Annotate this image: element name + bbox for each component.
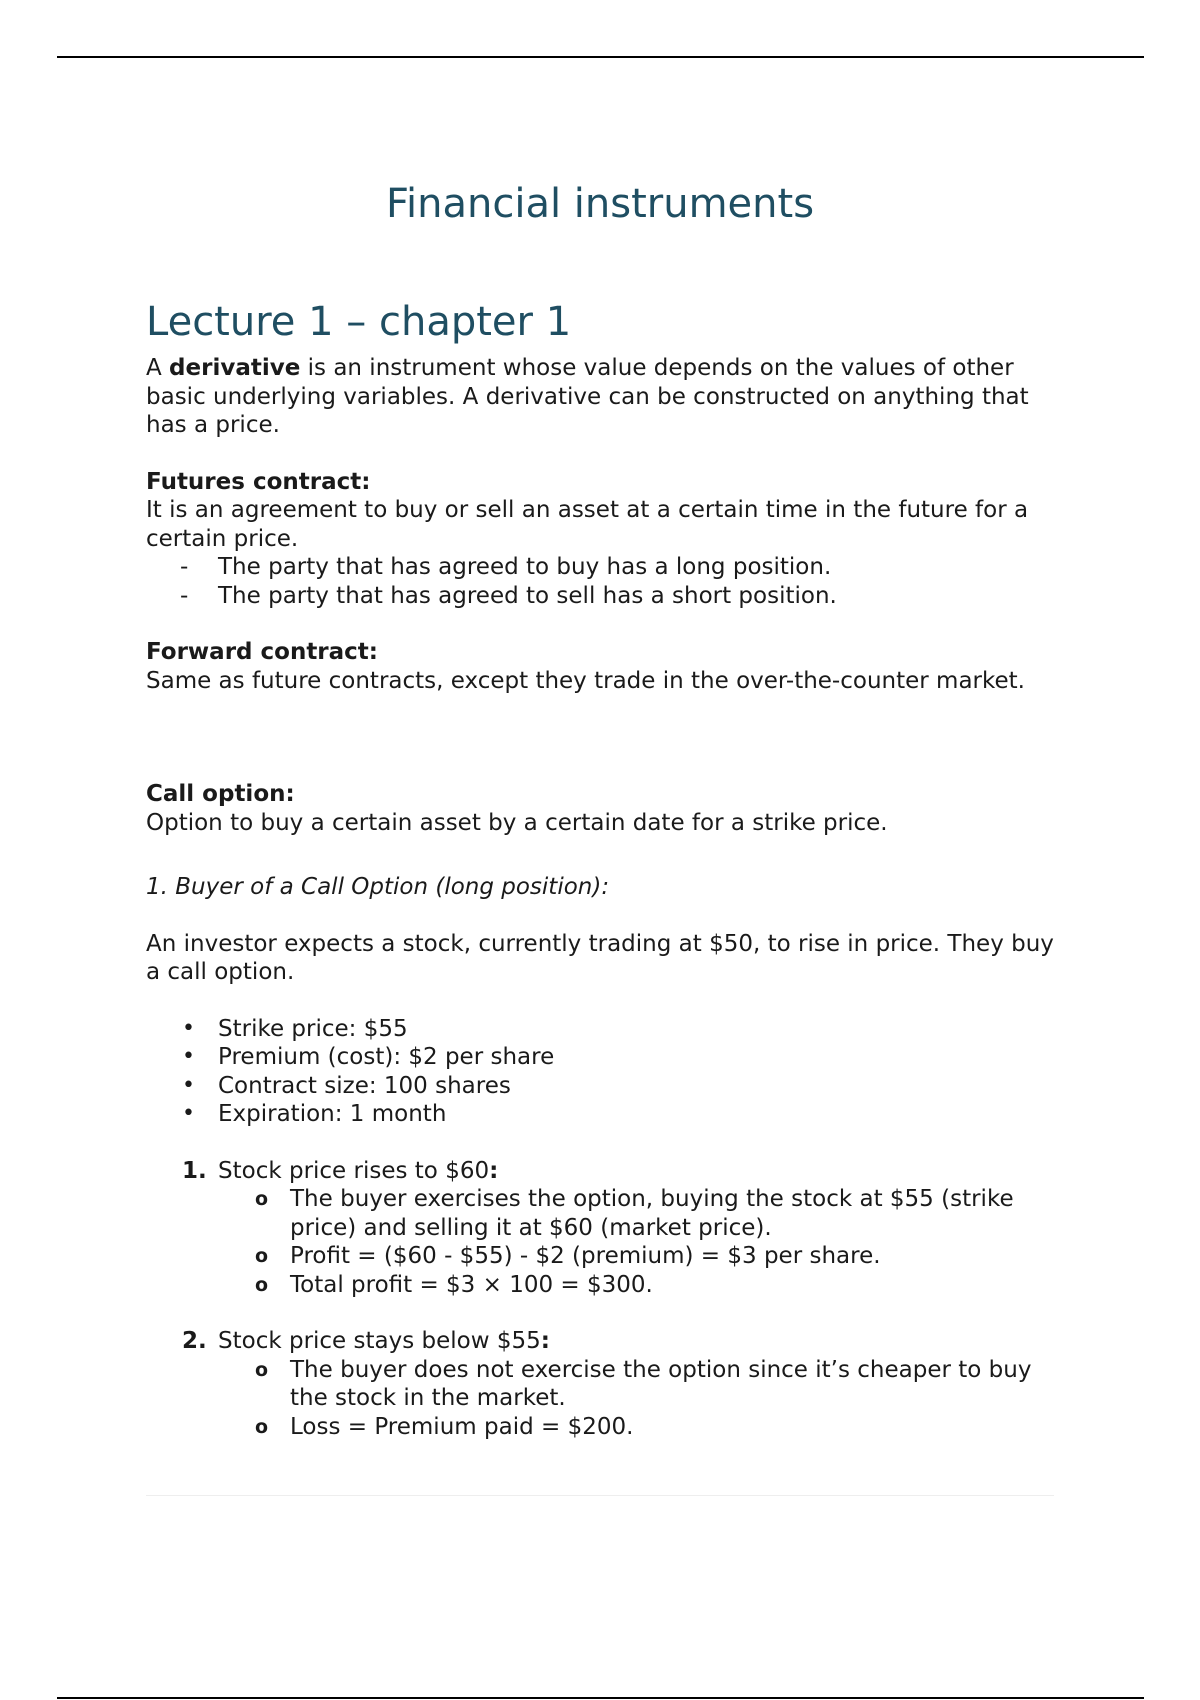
circle-marker: o xyxy=(255,1273,269,1296)
circle-marker: o xyxy=(255,1245,269,1267)
outcome-colon: : xyxy=(489,1157,499,1184)
list-item-text: Strike price: $55 xyxy=(218,1015,408,1042)
list-item xyxy=(218,1242,1066,1271)
document-body xyxy=(146,298,1066,1441)
scenario-text: An investor expects a stock, currently trading at $50, to rise in price. They buy a call option. xyxy=(146,930,1054,985)
dash-marker: - xyxy=(180,582,189,609)
circle-marker: o xyxy=(255,1188,269,1210)
derivative-term: derivative xyxy=(169,355,301,381)
outcome-title: Stock price stays below $55 xyxy=(218,1328,541,1354)
circle-marker: o xyxy=(255,1358,269,1381)
call-text: Option to buy a certain asset by a certain date for a strike price. xyxy=(146,809,888,836)
intro-rest: is an instrument whose value depends on the values of other basic underlying variables. A derivative can be constructed on anything that has a price. xyxy=(146,355,1029,438)
list-item-text: The party that has agreed to buy has a long position. xyxy=(218,554,832,580)
list-item-text: The party that has agreed to sell has a short position. xyxy=(218,582,837,609)
outcome-title: Stock price rises to $60 xyxy=(218,1157,490,1184)
list-item-text: Premium (cost): $2 per share xyxy=(218,1044,555,1070)
circle-marker: o xyxy=(255,1415,269,1438)
outcome-item xyxy=(146,1327,1066,1441)
list-item xyxy=(218,1356,1066,1413)
list-item-text: Loss = Premium paid = $200. xyxy=(290,1413,634,1440)
outcome-item xyxy=(146,1157,1066,1300)
list-item xyxy=(146,1015,1066,1044)
list-item-text: Total profit = $3 × 100 = $300. xyxy=(290,1271,653,1298)
futures-text: It is an agreement to buy or sell an asset at a certain time in the future for a certain price. xyxy=(146,497,1029,552)
list-item-text: The buyer does not exercise the option since it’s cheaper to buy the stock in the market. xyxy=(290,1356,1032,1411)
bullet-marker: • xyxy=(182,1072,195,1098)
list-item-text: Profit = ($60 - $55) - $2 (premium) = $3 per share. xyxy=(290,1243,881,1269)
outcome-number: 1. xyxy=(182,1157,207,1184)
bullet-marker: • xyxy=(182,1015,195,1041)
forward-text: Same as future contracts, except they trade in the over-the-counter market. xyxy=(146,667,1025,694)
list-item xyxy=(146,1043,1066,1072)
bottom-rule xyxy=(57,1697,1144,1699)
list-item xyxy=(146,553,1066,582)
dash-marker: - xyxy=(180,554,189,580)
futures-list xyxy=(146,553,1066,610)
terms-list xyxy=(146,1015,1066,1129)
futures-label: Futures contract: xyxy=(146,468,371,495)
bullet-marker: • xyxy=(182,1101,195,1126)
list-item-text: Expiration: 1 month xyxy=(218,1101,447,1127)
derivative-definition xyxy=(146,354,1066,440)
outcome-number: 2. xyxy=(182,1328,207,1354)
list-item xyxy=(218,1185,1066,1242)
outcomes-list xyxy=(146,1157,1066,1442)
list-item-text: Contract size: 100 shares xyxy=(218,1072,511,1099)
outcome-details xyxy=(218,1356,1066,1442)
content-separator xyxy=(146,1495,1054,1496)
forward-label: Forward contract: xyxy=(146,639,378,665)
call-label: Call option: xyxy=(146,781,295,807)
buyer-heading: 1. Buyer of a Call Option (long position): xyxy=(146,874,610,900)
bullet-marker: • xyxy=(182,1044,195,1069)
list-item xyxy=(218,1413,1066,1442)
list-item xyxy=(146,582,1066,611)
lecture-heading: Lecture 1 – chapter 1 xyxy=(146,299,572,345)
intro-prefix: A xyxy=(146,355,170,381)
list-item xyxy=(146,1072,1066,1101)
list-item xyxy=(218,1271,1066,1300)
top-rule xyxy=(57,56,1144,58)
document-title: Financial instruments xyxy=(385,181,815,227)
list-item xyxy=(146,1100,1066,1129)
list-item-text: The buyer exercises the option, buying the stock at $55 (strike price) and selling it at $60 (market price). xyxy=(290,1186,1014,1241)
outcome-colon: : xyxy=(540,1328,550,1354)
outcome-details xyxy=(218,1185,1066,1299)
spacer xyxy=(146,1299,1066,1327)
